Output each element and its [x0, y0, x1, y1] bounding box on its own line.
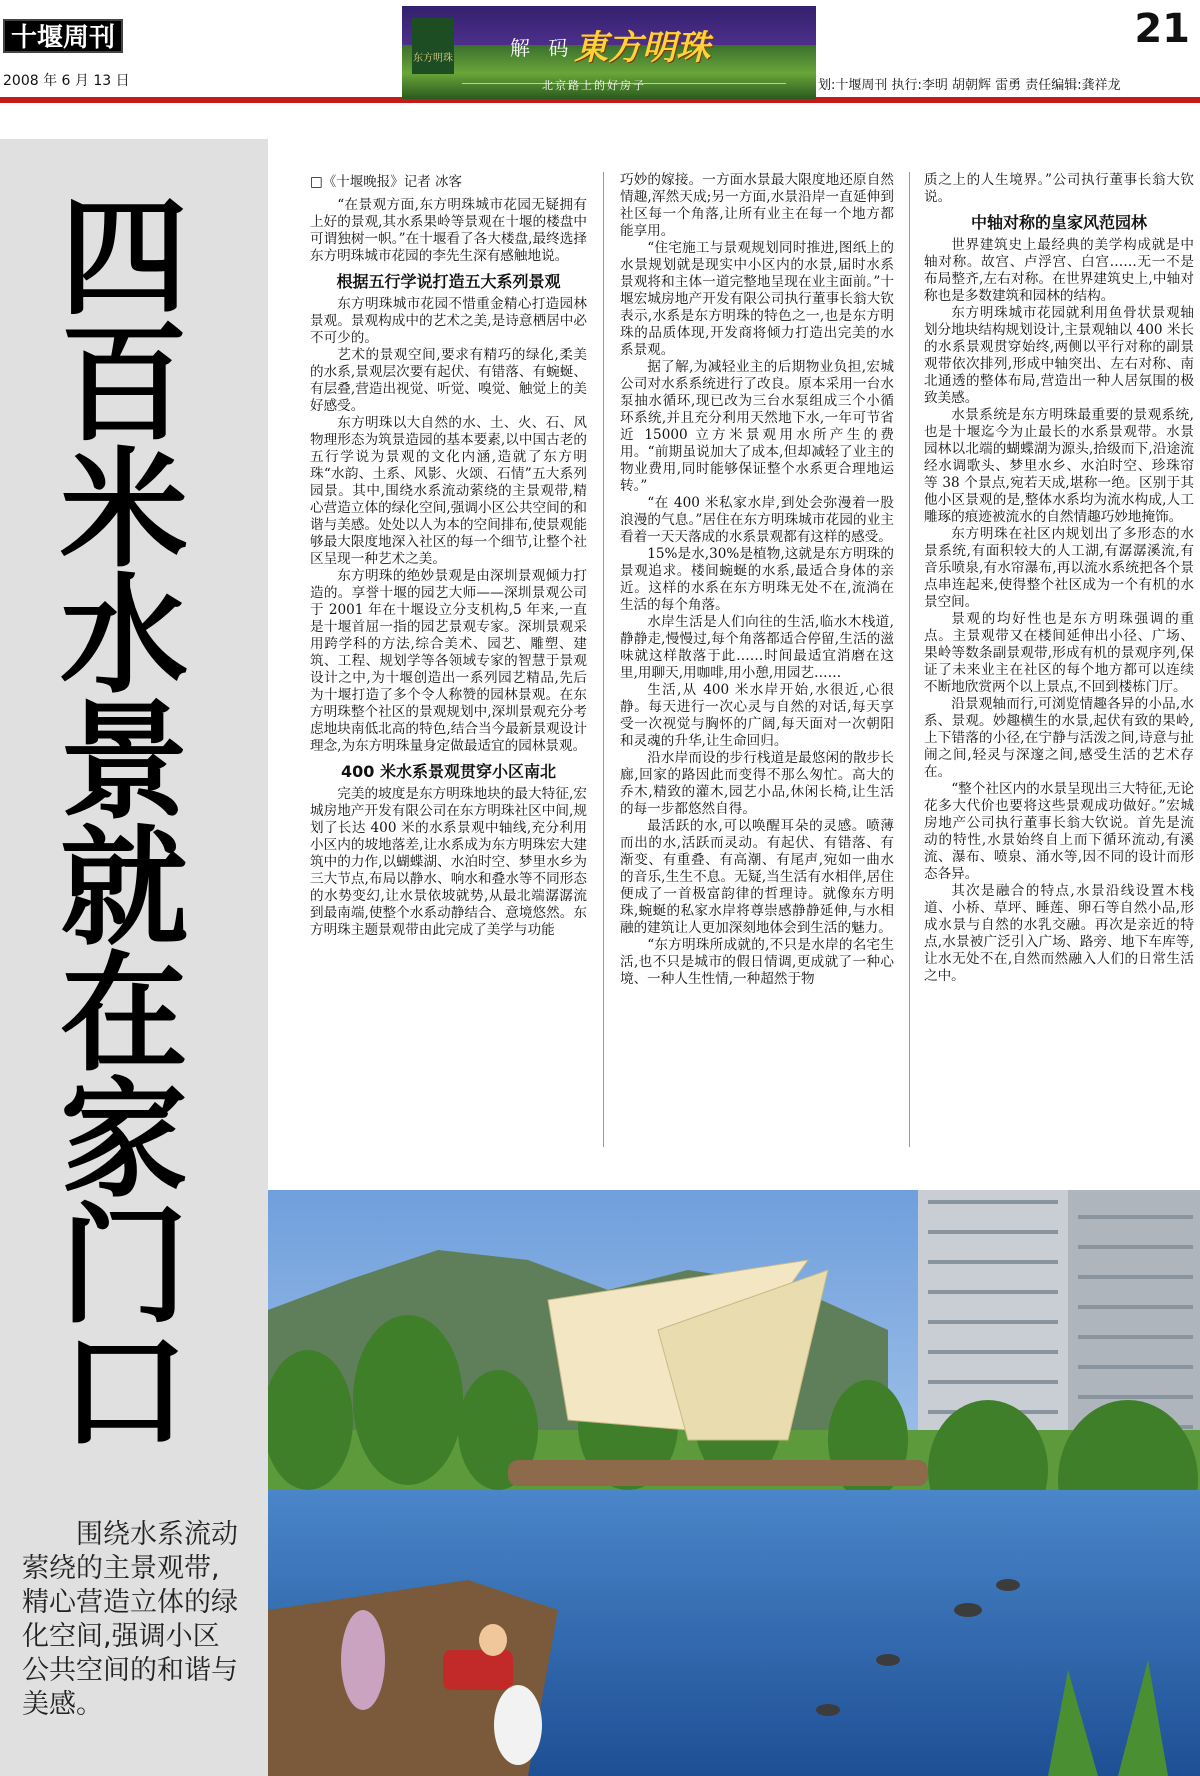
paragraph: 质之上的人生境界。”公司执行董事长翁大钦说。 — [924, 172, 1194, 205]
egret — [494, 1685, 542, 1765]
paragraph: 水景系统是东方明珠最重要的景观系统,也是十堰迄今为止最长的水系景观带。水景园林以北端的蝴蝶湖为源头,拾级而下,沿途流经水调歌头、梦里水乡、水泊时空、珍珠帘等 38 个景点,宛若天成,堪称一绝。区别于其他小区景观的是,整体水系均为流水构成,人工雕琢的痕迹被流水的自然情趣巧妙地掩饰。 — [924, 407, 1194, 525]
paragraph: 巧妙的嫁接。一方面水景最大限度地还原自然情趣,浑然天成;另一方面,水景沿岸一直延伸到社区每一个角落,让所有业主在每一个地方都能享用。 — [620, 172, 894, 239]
headline: 四百米水景就在家门口 — [59, 184, 188, 1467]
paragraph: 东方明珠以大自然的水、土、火、石、风物理形态为筑景造园的基本要素,以中国古老的五行学说为景观的文化内涵,造就了东方明珠“水韵、土系、风影、火颂、石情”五大系列园景。其中,围绕水系流动萦绕的主景观带,精心营造立体的绿化空间,强调小区公共空间的和谐与美感。处处以人为本的空间排布,使景观能够最大限度地深入社区的每一个细节,让整个社区呈现一种艺术之美。 — [310, 415, 587, 567]
paragraph: 景观的均好性也是东方明珠强调的重点。主景观带又在楼间延伸出小径、广场、果岭等数条副景观带,形成有机的景观序列,保证了未来业主在社区的每个地方都可以连续不断地欣赏两个以上景点,不回到楼栋门厅。 — [924, 611, 1194, 695]
landscape-rendering-photo — [268, 1190, 1200, 1776]
landscape-illustration — [268, 1190, 1200, 1776]
ad-prefix: 解 码 — [510, 36, 575, 60]
paragraph: 据了解,为减轻业主的后期物业负担,宏城公司对水系系统进行了改良。原本采用一台水泵抽水循环,现已改为三台水泵组成三个小循环系统,并且充分利用天然地下水,一年可节省近 15000 立方米景观用水所产生的费用。“前期虽说加大了成本,但却减轻了业主的物业费用,同时能够保证整个水系更合理地运转。” — [620, 359, 894, 494]
woman-reading — [443, 1650, 513, 1690]
paragraph: “在景观方面,东方明珠城市花园无疑拥有上好的景观,其水系果岭等景观在十堰的楼盘中可谓独树一帜。”在十堰看了各大楼盘,最终选择东方明珠城市花园的李先生深有感触地说。 — [310, 197, 587, 264]
paragraph: 其次是融合的特点,水景沿线设置木栈道、小桥、草坪、睡莲、卵石等自然小品,形成水景与自然的水乳交融。再次是亲近的特点,水景被广泛引入广场、路旁、地下车库等,让水无处不在,自然而然融入人们的日常生活之中。 — [924, 883, 1194, 984]
subheading: 根据五行学说打造五大系列景观 — [336, 272, 561, 291]
subheading: 400 米水系景观贯穿小区南北 — [341, 762, 556, 781]
paper-name-logo: 十堰周刊 — [3, 19, 123, 53]
ad-logo: 东方明珠 — [412, 18, 454, 74]
paragraph: 东方明珠城市花园不惜重金精心打造园林景观。景观构成中的艺术之美,是诗意栖居中必不可少的。 — [310, 296, 587, 346]
advertisement-banner[interactable] — [402, 6, 816, 99]
paragraph: 沿水岸而设的步行栈道是最悠闲的散步长廊,回家的路因此而变得不那么匆忙。高大的乔木,精致的灌木,园艺小品,休闲长椅,让生活的每一步都悠然自得。 — [620, 750, 894, 817]
ad-brand: 東方明珠 — [574, 28, 710, 68]
article-column-3 — [924, 172, 1194, 1150]
paragraph: “整个社区内的水景呈现出三大特征,无论花多大代价也要将这些景观成功做好。”宏城房地产公司执行董事长翁大钦说。首先是流动的特性,水景始终自上而下循环流动,有溪流、瀑布、喷泉、涌水等,因不同的设计而形态各异。 — [924, 781, 1194, 882]
paragraph: 东方明珠城市花园就利用鱼骨状景观轴划分地块结构规划设计,主景观轴以 400 米长的水系景观贯穿始终,两侧以平行对称的副景观带依次排列,形成中轴突出、左右对称、南北通透的整体布局,营造出一种人居氛围的极致美感。 — [924, 305, 1194, 406]
paragraph: 东方明珠的绝妙景观是由深圳景观倾力打造的。享誉十堰的园艺大师——深圳景观公司于 2001 年在十堰设立分支机构,5 年来,一直是十堰首屈一指的园艺景观专家。深圳景观采用跨学科的方法,综合美术、园艺、雕塑、建筑、工程、规划学等各领域专家的智慧于景观设计之中,为十堰创造出一系列园艺精品,先后为十堰打造了多个令人称赞的园林景观。在东方明珠整个社区的景观规划中,深圳景观充分考虑地块南低北高的特色,结合当今最新景观设计理念,为东方明珠量身定做最适宜的园林景观。 — [310, 568, 587, 754]
paragraph: 世界建筑史上最经典的美学构成就是中轴对称。故宫、卢浮宫、白宫……无一不是布局整齐,左右对称。在世界建筑史上,中轴对称也是多数建筑和园林的结构。 — [924, 237, 1194, 304]
issue-date: 2008 年 6 月 13 日 — [3, 73, 130, 89]
column-rule — [603, 172, 604, 1147]
paragraph: 生活,从 400 米水岸开始,水很近,心很静。每天进行一次心灵与自然的对话,每天享受一次视觉与胸怀的广阔,每天面对一次朝阳和灵魂的升华,让生命回归。 — [620, 682, 894, 749]
paragraph: 艺术的景观空间,要求有精巧的绿化,柔美的水系,景观层次要有起伏、有错落、有蜿蜒、有层叠,营造出视觉、听觉、嗅觉、触觉上的美好感受。 — [310, 347, 587, 414]
paragraph: 15%是水,30%是植物,这就是东方明珠的景观追求。楼间蜿蜒的水系,最适合身体的亲近。这样的水系在东方明珠无处不在,流淌在生活的每个角落。 — [620, 546, 894, 613]
paragraph: 东方明珠在社区内规划出了多形态的水景系统,有面积较大的人工湖,有潺潺溪流,有音乐喷泉,有水帘瀑布,再以流水系统把各个景点串连起来,使得整个社区成为一个有机的水景空间。 — [924, 526, 1194, 610]
pull-quote: 围绕水系流动萦绕的主景观带,精心营造立体的绿化空间,强调小区公共空间的和谐与美感。 — [22, 1519, 238, 1720]
editorial-credits: 划:十堰周刊 执行:李明 胡朝辉 雷勇 责任编辑:龚祥龙 — [818, 78, 1121, 93]
paragraph: “住宅施工与景观规划同时推进,图纸上的水景规划就是现实中小区内的水景,届时水系景观将和主体一道完整地呈现在业主面前。”十堰宏城房地产开发有限公司执行董事长翁大钦表示,水系是东方明珠的特色之一,也是东方明珠的品质体现,开发商将倾力打造出完美的水系景观。 — [620, 240, 894, 358]
paragraph: 水岸生活是人们向往的生活,临水木栈道,静静走,慢慢过,每个角落都适合停留,生活的滋味就这样散落于此……时间最适宜消磨在这里,用聊天,用咖啡,用小憩,用园艺…… — [620, 614, 894, 681]
subheading: 中轴对称的皇家风范园林 — [970, 213, 1147, 232]
paragraph: “在 400 米私家水岸,到处会弥漫着一股浪漫的气息。”居住在东方明珠城市花园的业主看着一天天落成的水系景观都有这样的感受。 — [620, 495, 894, 545]
article-column-1 — [310, 172, 587, 1150]
column-rule — [909, 172, 910, 1147]
paragraph: “东方明珠所成就的,不只是水岸的名宅生活,也不只是城市的假日情调,更成就了一种心境、一种人生性情,一种超然于物 — [620, 937, 894, 987]
article-column-2 — [620, 172, 894, 1150]
paragraph: 完美的坡度是东方明珠地块的最大特征,宏城房地产开发有限公司在东方明珠社区中间,规划了长达 400 米的水系景观中轴线,充分利用小区内的坡地落差,让水系成为东方明珠宏大建筑中的力作,以蝴蝶湖、水泊时空、梦里水乡为三大节点,布局以静水、响水和叠水等不同形态的水势变幻,让水景依坡就势,从最北端潺潺流到最南端,使整个水系动静结合、意境悠然。东方明珠主题景观带由此完成了美学与功能 — [310, 786, 587, 938]
paragraph: 沿景观轴而行,可浏览情趣各异的小品,水系、景观。妙趣横生的水景,起伏有致的果岭,上下错落的小径,在宁静与活泼之间,诗意与扯闹之间,轻灵与深邃之间,感受生活的艺术存在。 — [924, 696, 1194, 780]
stage-deck — [508, 1460, 928, 1486]
ad-slogan: 北京路上的好房子 — [542, 79, 646, 92]
woman-head — [479, 1624, 507, 1656]
page-number: 21 — [1134, 6, 1190, 52]
byline: □《十堰晚报》记者 冰客 — [310, 174, 463, 190]
vase — [341, 1610, 385, 1710]
paragraph: 最活跃的水,可以唤醒耳朵的灵感。喷薄而出的水,活跃而灵动。有起伏、有错落、有渐变、有重叠、有高潮、有尾声,宛如一曲水的音乐,生生不息。无疑,当生活有水相伴,居住便成了一首极富韵律的哲理诗。就像东方明珠,蜿蜒的私家水岸将尊崇感静静延伸,与水相融的建筑让人更加深刻地体会到生活的魅力。 — [620, 818, 894, 936]
